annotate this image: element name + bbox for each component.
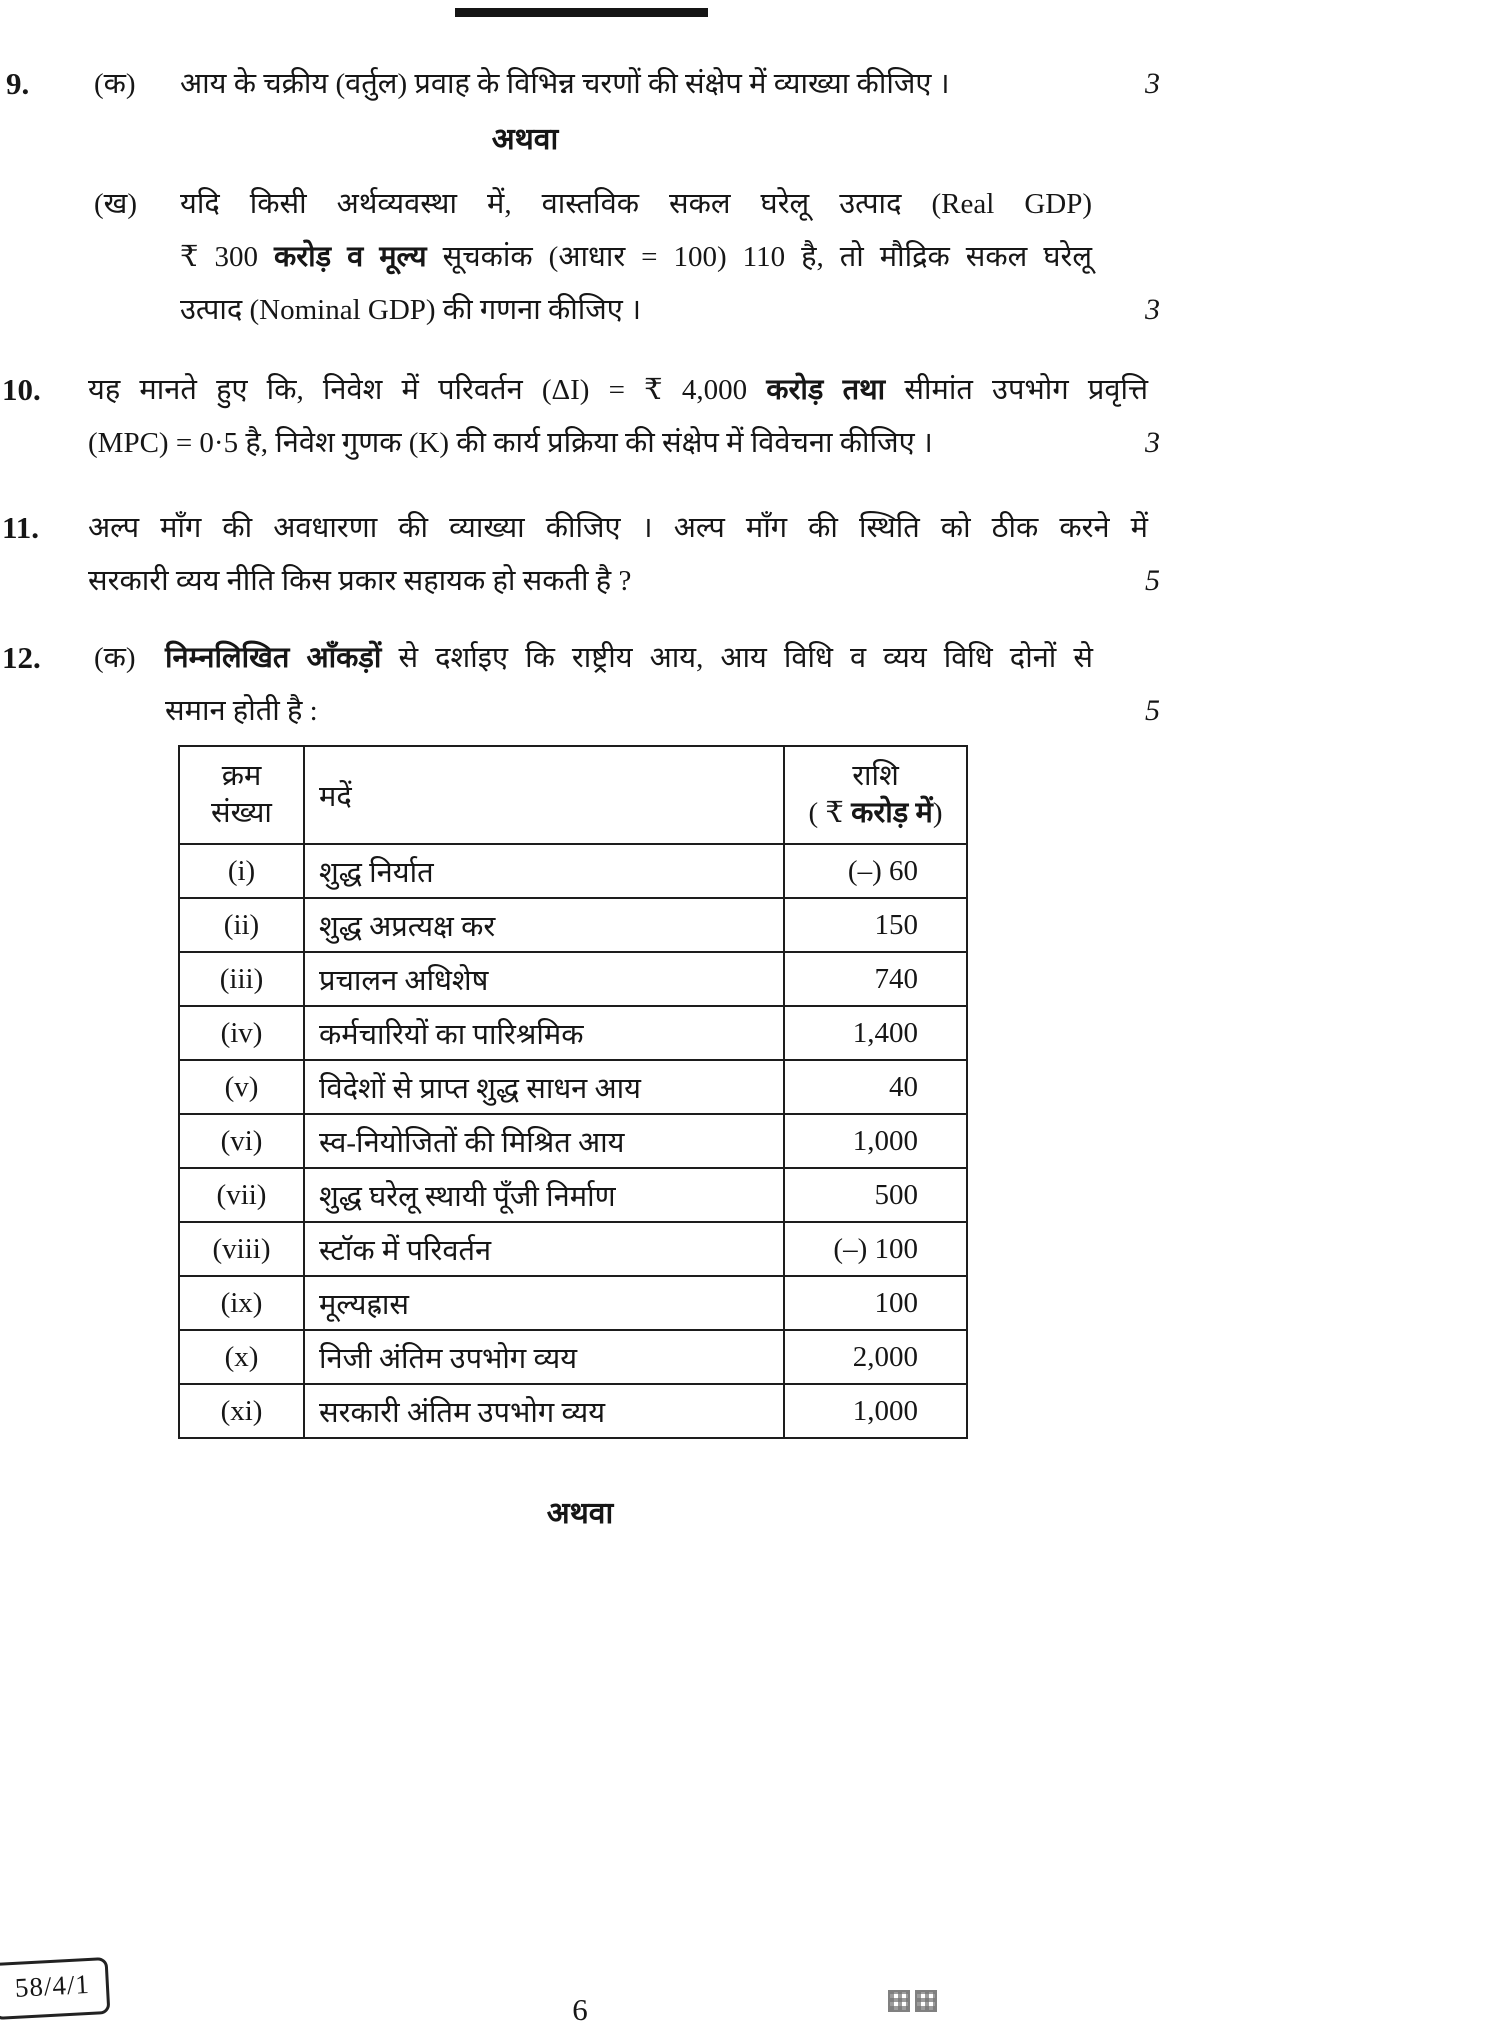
amount-cell: 2,000 <box>784 1330 967 1384</box>
amount-cell: 40 <box>784 1060 967 1114</box>
sno-cell: (ix) <box>179 1276 304 1330</box>
question-10-line-2: (MPC) = 0·5 है, निवेश गुणक (K) की कार्य प्रक्रिया की संक्षेप में विवेचना कीजिए । <box>88 427 933 459</box>
question-9a-marks: 3 <box>1145 67 1160 100</box>
national-income-table <box>178 745 968 1439</box>
table-row <box>179 1060 967 1114</box>
item-cell: शुद्ध निर्यात <box>304 844 784 898</box>
text-segment: सीमांत उपभोग प्रवृत्ति <box>885 374 1149 406</box>
table-row <box>179 844 967 898</box>
header-items <box>304 746 784 844</box>
question-12-line-2: समान होती है : <box>165 695 318 727</box>
item-cell: शुद्ध घरेलू स्थायी पूँजी निर्माण <box>304 1168 784 1222</box>
table-row <box>179 898 967 952</box>
text-segment: ₹ 300 <box>180 241 274 273</box>
header-amount-line-2 <box>785 795 966 832</box>
qr-code-icon <box>888 1990 910 2012</box>
item-cell: निजी अंतिम उपभोग व्यय <box>304 1330 784 1384</box>
amount-cell: (–) 100 <box>784 1222 967 1276</box>
question-11-number: 11. <box>2 510 40 545</box>
table-row <box>179 1222 967 1276</box>
amount-cell: 1,000 <box>784 1384 967 1438</box>
sno-cell: (v) <box>179 1060 304 1114</box>
question-9b-line-1: यदि किसी अर्थव्यवस्था में, वास्तविक सकल घरेलू उत्पाद (Real GDP) <box>180 188 1092 220</box>
question-9b-line-2 <box>180 237 1092 277</box>
or-divider-q12: अथवा <box>546 1497 614 1530</box>
question-9a-label: (क) <box>94 68 136 100</box>
header-serial-line-1: क्रम <box>221 760 262 792</box>
sno-cell: (vi) <box>179 1114 304 1168</box>
text-segment: से दर्शाइए कि राष्ट्रीय आय, आय विधि व व्यय विधि दोनों से <box>381 642 1093 674</box>
table-row <box>179 1276 967 1330</box>
item-cell: शुद्ध अप्रत्यक्ष कर <box>304 898 784 952</box>
sno-cell: (ii) <box>179 898 304 952</box>
sno-cell: (xi) <box>179 1384 304 1438</box>
sno-cell: (i) <box>179 844 304 898</box>
sno-cell: (vii) <box>179 1168 304 1222</box>
header-amount-line-1: राशि <box>852 760 899 792</box>
question-10-number: 10. <box>2 372 41 407</box>
amount-cell: 740 <box>784 952 967 1006</box>
or-divider-q9: अथवा <box>491 123 559 156</box>
question-12a-label: (क) <box>94 642 136 674</box>
question-9b-line-3: उत्पाद (Nominal GDP) की गणना कीजिए । <box>180 294 642 326</box>
text-segment-bold: करोड़ व मूल्य <box>273 241 427 273</box>
qr-code-icon <box>915 1990 937 2012</box>
amount-cell: (–) 60 <box>784 844 967 898</box>
amount-cell: 500 <box>784 1168 967 1222</box>
table-row <box>179 1384 967 1438</box>
table-row <box>179 1006 967 1060</box>
sno-cell: (iv) <box>179 1006 304 1060</box>
item-cell: प्रचालन अधिशेष <box>304 952 784 1006</box>
amount-cell: 1,400 <box>784 1006 967 1060</box>
amount-cell: 100 <box>784 1276 967 1330</box>
text-segment: यह मानते हुए कि, निवेश में परिवर्तन (ΔI) = ₹ 4,000 <box>88 374 767 406</box>
text-segment: ) <box>932 797 943 829</box>
header-serial-line-2: संख्या <box>211 797 272 829</box>
amount-cell: 150 <box>784 898 967 952</box>
item-cell: सरकारी अंतिम उपभोग व्यय <box>304 1384 784 1438</box>
question-12-marks: 5 <box>1145 694 1160 727</box>
question-9-number: 9. <box>6 66 30 101</box>
top-rule <box>455 8 708 17</box>
amount-cell: 1,000 <box>784 1114 967 1168</box>
question-9b-label: (ख) <box>94 188 138 220</box>
table-header-row <box>179 746 967 844</box>
header-items-label: मदें <box>319 780 352 813</box>
sno-cell: (x) <box>179 1330 304 1384</box>
question-9b-marks: 3 <box>1145 293 1160 326</box>
item-cell: स्टॉक में परिवर्तन <box>304 1222 784 1276</box>
sno-cell: (iii) <box>179 952 304 1006</box>
text-segment-bold: निम्नलिखित आँकड़ों <box>165 642 382 674</box>
text-segment-bold: करोड़ में <box>851 797 933 829</box>
question-11-line-2: सरकारी व्यय नीति किस प्रकार सहायक हो सकती है ? <box>88 565 632 597</box>
page-number: 6 <box>572 1992 588 2027</box>
question-12-line-1 <box>165 638 1093 678</box>
item-cell: विदेशों से प्राप्त शुद्ध साधन आय <box>304 1060 784 1114</box>
header-amount <box>784 746 967 844</box>
question-11-line-1: अल्प माँग की अवधारणा की व्याख्या कीजिए । अल्प माँग की स्थिति को ठीक करने में <box>88 512 1148 544</box>
paper-code-stamp: 58/4/1 <box>0 1957 110 2020</box>
question-11-marks: 5 <box>1145 564 1160 597</box>
item-cell: मूल्यह्रास <box>304 1276 784 1330</box>
qr-code-icons <box>888 1990 937 2012</box>
table-row <box>179 1330 967 1384</box>
question-9a-text: आय के चक्रीय (वर्तुल) प्रवाह के विभिन्न चरणों की संक्षेप में व्याख्या कीजिए । <box>180 68 950 100</box>
item-cell: स्व-नियोजितों की मिश्रित आय <box>304 1114 784 1168</box>
question-12-number: 12. <box>2 640 41 675</box>
header-serial-number <box>179 746 304 844</box>
text-segment: ( ₹ <box>808 797 852 829</box>
question-10-line-1 <box>88 370 1148 410</box>
table-row <box>179 952 967 1006</box>
sno-cell: (viii) <box>179 1222 304 1276</box>
table-row <box>179 1114 967 1168</box>
item-cell: कर्मचारियों का पारिश्रमिक <box>304 1006 784 1060</box>
text-segment: सूचकांक (आधार = 100) 110 है, तो मौद्रिक सकल घरेलू <box>426 241 1092 273</box>
question-10-marks: 3 <box>1145 426 1160 459</box>
table-row <box>179 1168 967 1222</box>
text-segment-bold: करोड़ तथा <box>766 374 886 406</box>
